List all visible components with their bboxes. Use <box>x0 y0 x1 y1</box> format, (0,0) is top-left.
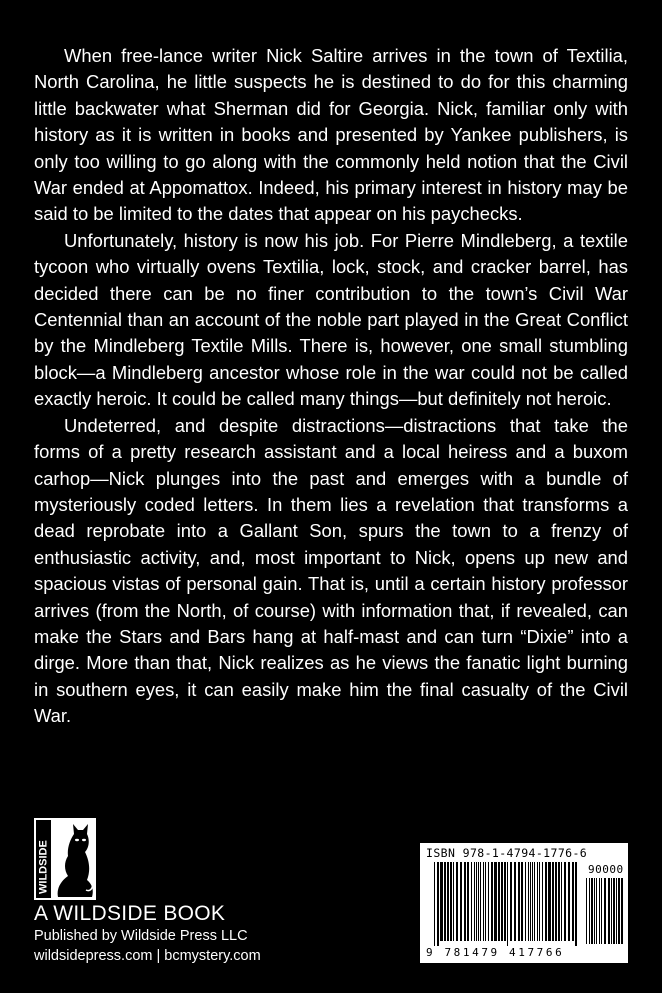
barcode-bar <box>558 862 560 941</box>
barcode-bar <box>530 862 531 941</box>
barcode-bar <box>594 878 595 944</box>
barcode-bar <box>555 862 557 941</box>
cat-silhouette-icon <box>34 818 96 900</box>
barcode-bar <box>491 862 493 941</box>
barcode-bar <box>444 862 446 941</box>
barcode-bar <box>447 862 449 941</box>
barcode-bar <box>453 862 454 941</box>
barcode-bar <box>621 878 623 944</box>
barcode-bar <box>450 862 452 941</box>
barcode-bar <box>618 878 620 944</box>
barcode-bar <box>514 862 516 941</box>
barcode-bar <box>616 878 617 944</box>
barcode-bar <box>591 878 593 944</box>
barcode-bar <box>539 862 540 941</box>
barcode-bar <box>599 878 600 944</box>
barcode-bar <box>494 862 497 941</box>
blurb-paragraph: Unfortunately, history is now his job. For Pierre Mindleberg, a textile tycoon who virtually ovens Textilia, lock, stock, and cracker barrel, has decided there can be no finer contribution to the town’s Civil War Centennial than an account of the noble part played in the Great Conflict by the Mindleberg Textile Mills. There is, however, one small stumbling block—a Mindleberg ancestor whose role in the war could not be called exactly heroic. It could be called many things—but definitely not heroic. <box>34 229 628 410</box>
barcode-bar <box>467 862 469 941</box>
barcode-bar <box>608 878 610 944</box>
ean-digits: 9 781479 417766 <box>426 946 565 959</box>
barcode-bar <box>596 878 597 944</box>
barcode-bar <box>510 862 512 941</box>
barcode-bar <box>537 862 538 941</box>
barcode-bar <box>611 878 612 944</box>
barcode-bar <box>564 862 566 941</box>
barcode-bar <box>483 862 484 941</box>
barcode-bar <box>575 862 577 946</box>
barcode-bar <box>525 862 526 941</box>
price-addon-digits: 90000 <box>588 863 624 876</box>
svg-text:WILDSIDE: WILDSIDE <box>37 840 50 894</box>
barcode-bar <box>552 862 554 941</box>
barcode-bar <box>501 862 503 941</box>
back-cover-blurb <box>34 43 628 730</box>
barcode-bar <box>518 862 520 941</box>
isbn-barcode <box>420 843 628 963</box>
barcode-bar <box>528 862 529 941</box>
barcode-bar <box>521 862 523 941</box>
publisher-name: Published by Wildside Press LLC <box>34 928 248 944</box>
barcode-bar <box>498 862 500 941</box>
barcode-bar <box>568 862 570 941</box>
barcode-bar <box>480 862 481 941</box>
blurb-paragraph: When free-lance writer Nick Saltire arrives in the town of Textilia, North Carolina, he little suspects he is destined to do for this charming little backwater what Sherman did for Georgia. Nick, familiar only with history as it is written in books and presented by Yankee publishers, is only too willing to go along with the commonly held notion that the Civil War ended at Appomattox. Indeed, his primary interest in history may be said to be limited to the dates that appear on his paychecks. <box>34 45 628 225</box>
barcode-bar <box>478 862 479 941</box>
barcode-bar <box>561 862 562 941</box>
barcode-bar <box>437 862 439 946</box>
barcode-bar <box>604 878 606 944</box>
barcode-bar <box>485 862 486 941</box>
barcode-bar <box>542 862 543 941</box>
barcode-bar <box>464 862 466 941</box>
publisher-websites: wildsidepress.com | bcmystery.com <box>34 948 261 964</box>
barcode-bar <box>586 878 587 944</box>
barcode-bar <box>504 862 506 941</box>
blurb-paragraph: Undeterred, and despite distractions—distractions that take the forms of a pretty research assistant and a local heiress and a buxom carhop—Nick plunges into the past and emerges with a bundle of mysteriously coded letters. In them lies a revelation that transforms a dead reprobate into a Gallant Son, spurs the town to a frenzy of enthusiastic activity, and, most important to Nick, opens up new and spacious vistas of personal gain. That is, until a certain history professor arrives (from the North, of course) with information that, if revealed, can make the Stars and Bars hang at half-mast and can turn “Dixie” into a dirge. More than that, Nick realizes as he views the fanatic light burning in southern eyes, it can easily make him the final casualty of the Civil War. <box>34 414 628 727</box>
barcode-bar <box>532 862 533 941</box>
barcode-bar <box>474 862 475 941</box>
imprint-title: A WILDSIDE BOOK <box>34 902 226 925</box>
barcode-bar <box>601 878 602 944</box>
barcode-graphic <box>420 843 628 963</box>
barcode-bar <box>476 862 477 941</box>
wildside-logo <box>34 818 96 900</box>
publisher-imprint <box>34 902 354 966</box>
barcode-bar <box>471 862 472 941</box>
barcode-bar <box>456 862 458 941</box>
isbn-label: ISBN 978-1-4794-1776-6 <box>426 846 588 860</box>
barcode-bar <box>507 862 508 946</box>
barcode-bar <box>548 862 551 941</box>
barcode-bar <box>440 862 443 941</box>
barcode-bar <box>434 862 435 946</box>
barcode-bar <box>613 878 615 944</box>
barcode-bar <box>488 862 489 941</box>
barcode-bar <box>545 862 547 941</box>
barcode-bar <box>460 862 462 941</box>
barcode-bar <box>534 862 535 941</box>
barcode-bar <box>589 878 590 944</box>
barcode-bar <box>572 862 574 941</box>
